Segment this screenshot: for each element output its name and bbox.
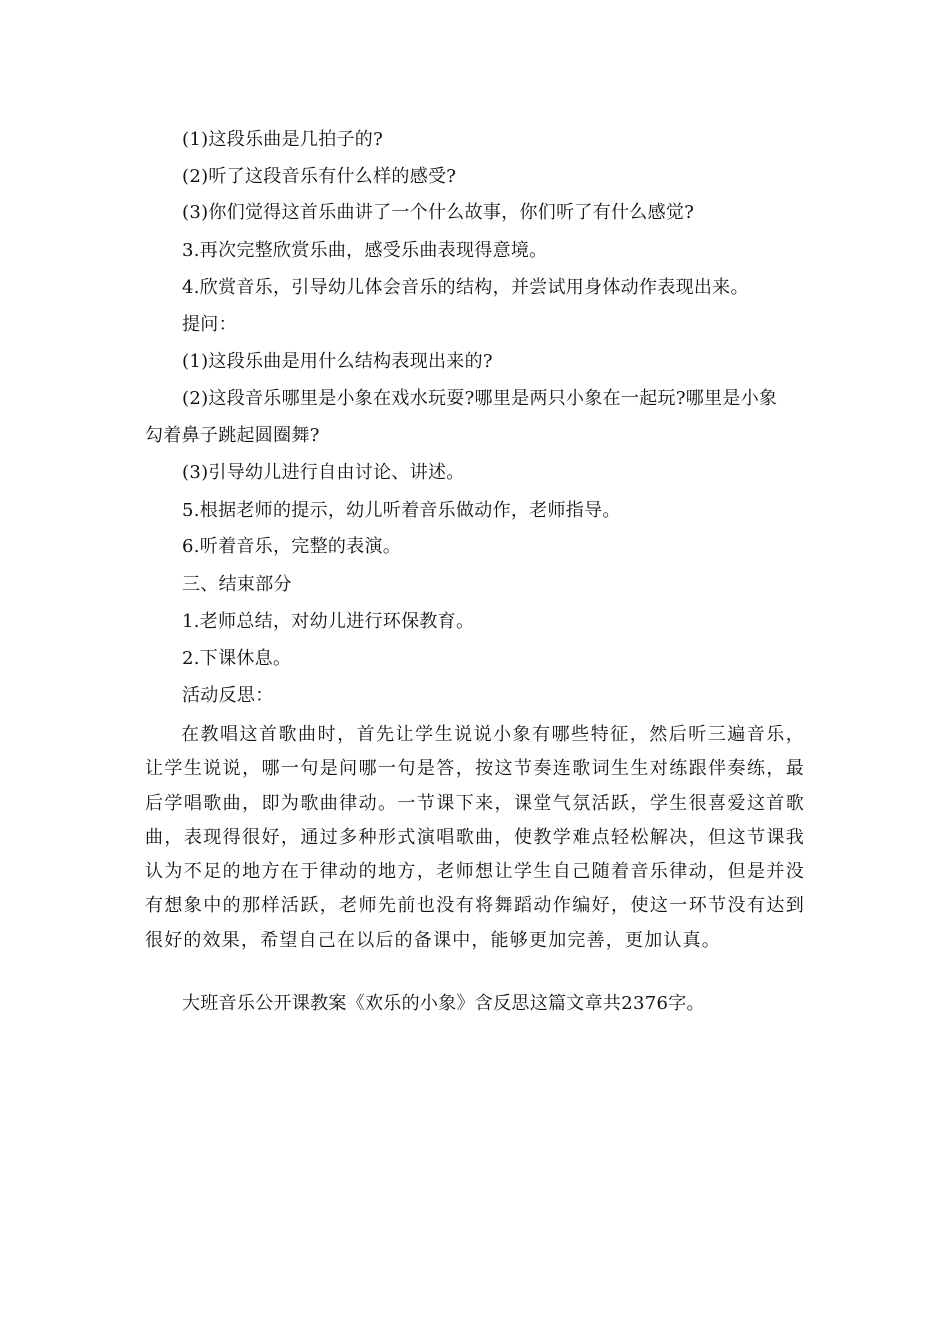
ending-step-1: 1.老师总结，对幼儿进行环保教育。 [182,611,475,632]
ending-step-2: 2.下课休息。 [182,648,292,669]
reflection-paragraph: 在教唱这首歌曲时，首先让学生说说小象有哪些特征，然后听三遍音乐，让学生说说，哪一句是问哪一句是答，按这节奏连歌词生生对练跟伴奏练，最后学唱歌曲，即为歌曲律动。一节课下来，课堂气氛活跃，学生很喜爱这首歌曲，表现得很好，通过多种形式演唱歌曲，使教学难点轻松解决，但这节课我认为不足的地方在于律动的地方，老师想让学生自己随着音乐律动，但是并没有想象中的那样活跃，老师先前也没有将舞蹈动作编好，使这一环节没有达到很好的效果，希望自己在以后的备课中，能够更加完善，更加认真。 [145,724,805,951]
step-4: 4.欣赏音乐，引导幼儿体会音乐的结构，并尝试用身体动作表现出来。 [182,277,749,298]
question-where-1: (2)这段音乐哪里是小象在戏水玩耍?哪里是两只小象在一起玩?哪里是小象 [182,388,778,409]
step-3: 3.再次完整欣赏乐曲，感受乐曲表现得意境。 [182,240,548,261]
step-5: 5.根据老师的提示，幼儿听着音乐做动作，老师指导。 [182,500,621,521]
reflection-heading: 活动反思： [182,685,274,706]
step-6: 6.听着音乐，完整的表演。 [182,536,402,557]
section-heading-ending: 三、结束部分 [182,574,292,595]
question-story: (3)你们觉得这首乐曲讲了一个什么故事，你们听了有什么感觉? [182,202,695,223]
question-structure: (1)这段乐曲是用什么结构表现出来的? [182,351,493,372]
footer-note: 大班音乐公开课教案《欢乐的小象》含反思这篇文章共2376字。 [182,993,705,1014]
question-feeling: (2)听了这段音乐有什么样的感受? [182,166,457,187]
question-where-2: 勾着鼻子跳起圆圈舞? [145,425,320,446]
question-beat: (1)这段乐曲是几拍子的? [182,129,384,150]
discussion-item: (3)引导幼儿进行自由讨论、讲述。 [182,462,465,483]
questions-heading: 提问： [182,314,237,335]
